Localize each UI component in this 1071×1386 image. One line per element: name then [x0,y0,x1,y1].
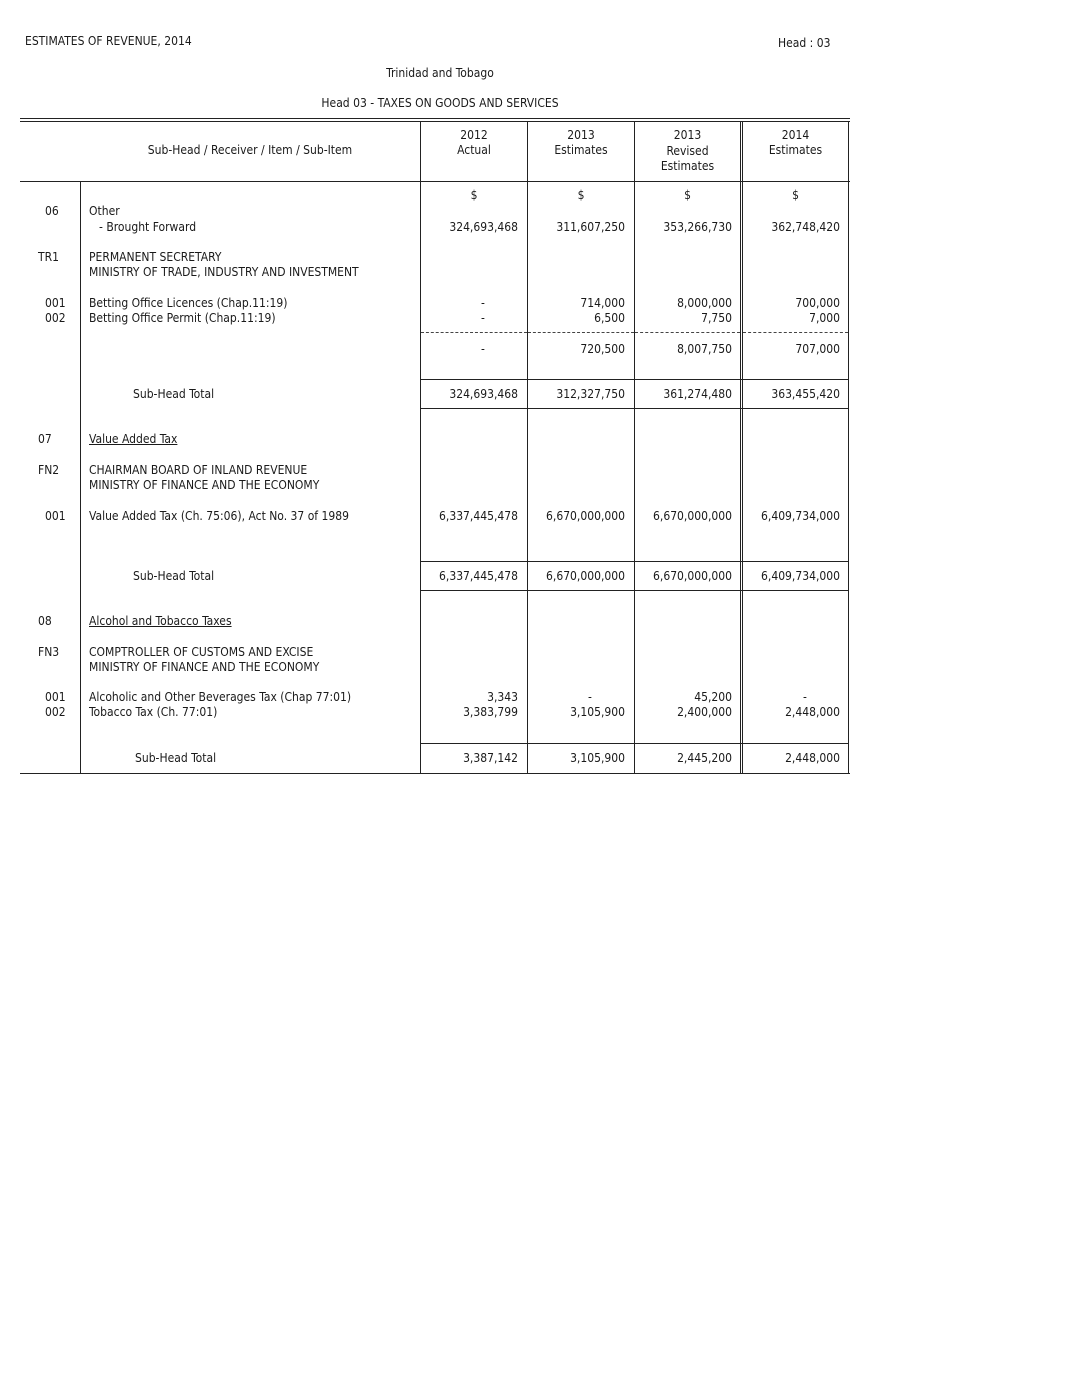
value-cell: 361,274,480 [663,387,732,401]
value-cell: 324,693,468 [449,220,518,234]
value-cell: 324,693,468 [449,387,518,401]
value-cell: 312,327,750 [556,387,625,401]
col-header-2012-year: 2012 [460,128,488,142]
value-cell: 3,105,900 [570,705,625,719]
col-header-2013r-label1: Revised [666,144,709,158]
row-code: 002 [45,705,66,719]
value-cell: 720,500 [580,342,625,356]
receiver-line2: MINISTRY OF FINANCE AND THE ECONOMY [89,478,320,492]
value-cell: 700,000 [795,296,840,310]
value-cell: 6,670,000,000 [546,509,625,523]
subhead-title: Value Added Tax [89,432,178,446]
item-desc: Alcoholic and Other Beverages Tax (Chap 77:01) [89,690,352,704]
value-cell: 3,383,799 [463,705,518,719]
subhead-title: Alcohol and Tobacco Taxes [89,614,232,628]
value-cell: 707,000 [795,342,840,356]
col-header-2013-year: 2013 [567,128,595,142]
col-header-2013r-label2: Estimates [660,159,715,173]
value-cell: 8,000,000 [677,296,732,310]
row-title: Other [89,204,120,218]
item-desc: Value Added Tax (Ch. 75:06), Act No. 37 of 1989 [89,509,350,523]
value-cell: 3,105,900 [570,751,625,765]
value-cell: 353,266,730 [663,220,732,234]
value-cell: 2,448,000 [785,705,840,719]
value-cell: 2,448,000 [785,751,840,765]
value-cell: - [481,342,485,356]
col-header-2012-label: Actual [457,143,491,157]
row-code: 001 [45,296,66,310]
value-cell: 6,670,000,000 [653,509,732,523]
receiver-line2: MINISTRY OF FINANCE AND THE ECONOMY [89,660,320,674]
col-header-2013r-year: 2013 [673,128,702,142]
value-cell: 6,409,734,000 [761,509,840,523]
doc-title: Head 03 - TAXES ON GOODS AND SERVICES [321,96,559,110]
doc-header-right: Head : 03 [778,36,831,50]
col-header-2013-label: Estimates [554,143,608,157]
value-cell: 3,387,142 [463,751,518,765]
value-cell: 6,337,445,478 [439,569,518,583]
item-desc: Betting Office Permit (Chap.11:19) [89,311,276,325]
value-cell: 6,409,734,000 [761,569,840,583]
row-code: 002 [45,311,66,325]
row-code: FN2 [38,463,60,477]
row-code: TR1 [38,250,59,264]
value-cell: - [481,311,485,325]
value-cell: 7,000 [809,311,840,325]
value-cell: 2,445,200 [677,751,732,765]
value-cell: 8,007,750 [677,342,732,356]
row-code: 07 [38,432,52,446]
value-cell: 363,455,420 [771,387,840,401]
currency-symbol: $ [470,188,478,202]
value-cell: - [588,690,592,704]
value-cell: 2,400,000 [677,705,732,719]
row-code: 06 [45,204,59,218]
subhead-total-label: Sub-Head Total [135,751,217,765]
doc-header-left: ESTIMATES OF REVENUE, 2014 [25,34,192,48]
item-desc: Betting Office Licences (Chap.11:19) [89,296,288,310]
value-cell: 311,607,250 [556,220,625,234]
receiver-line2: MINISTRY OF TRADE, INDUSTRY AND INVESTMENT [89,265,359,279]
value-cell: 3,343 [487,690,518,704]
value-cell: - [803,690,807,704]
row-subtitle: - Brought Forward [99,220,197,234]
value-cell: 714,000 [580,296,625,310]
value-cell: - [481,296,485,310]
value-cell: 362,748,420 [771,220,840,234]
row-code: 001 [45,509,66,523]
value-cell: 6,670,000,000 [653,569,732,583]
value-cell: 45,200 [694,690,732,704]
row-code: FN3 [38,645,60,659]
value-cell: 7,750 [701,311,732,325]
subhead-total-label: Sub-Head Total [133,569,215,583]
value-cell: 6,670,000,000 [546,569,625,583]
col-header-2014-year: 2014 [781,128,810,142]
subhead-total-label: Sub-Head Total [133,387,215,401]
currency-symbol: $ [577,188,585,202]
currency-symbol: $ [684,188,691,202]
item-desc: Tobacco Tax (Ch. 77:01) [89,705,218,719]
receiver-line1: CHAIRMAN BOARD OF INLAND REVENUE [89,463,308,477]
receiver-line1: COMPTROLLER OF CUSTOMS AND EXCISE [89,645,314,659]
col-header-2014-label: Estimates [768,143,823,157]
row-code: 001 [45,690,66,704]
doc-country: Trinidad and Tobago [386,66,494,80]
value-cell: 6,500 [594,311,625,325]
row-code: 08 [38,614,52,628]
col-header-desc: Sub-Head / Receiver / Item / Sub-Item [147,143,353,157]
value-cell: 6,337,445,478 [439,509,518,523]
currency-symbol: $ [792,188,799,202]
receiver-line1: PERMANENT SECRETARY [89,250,222,264]
